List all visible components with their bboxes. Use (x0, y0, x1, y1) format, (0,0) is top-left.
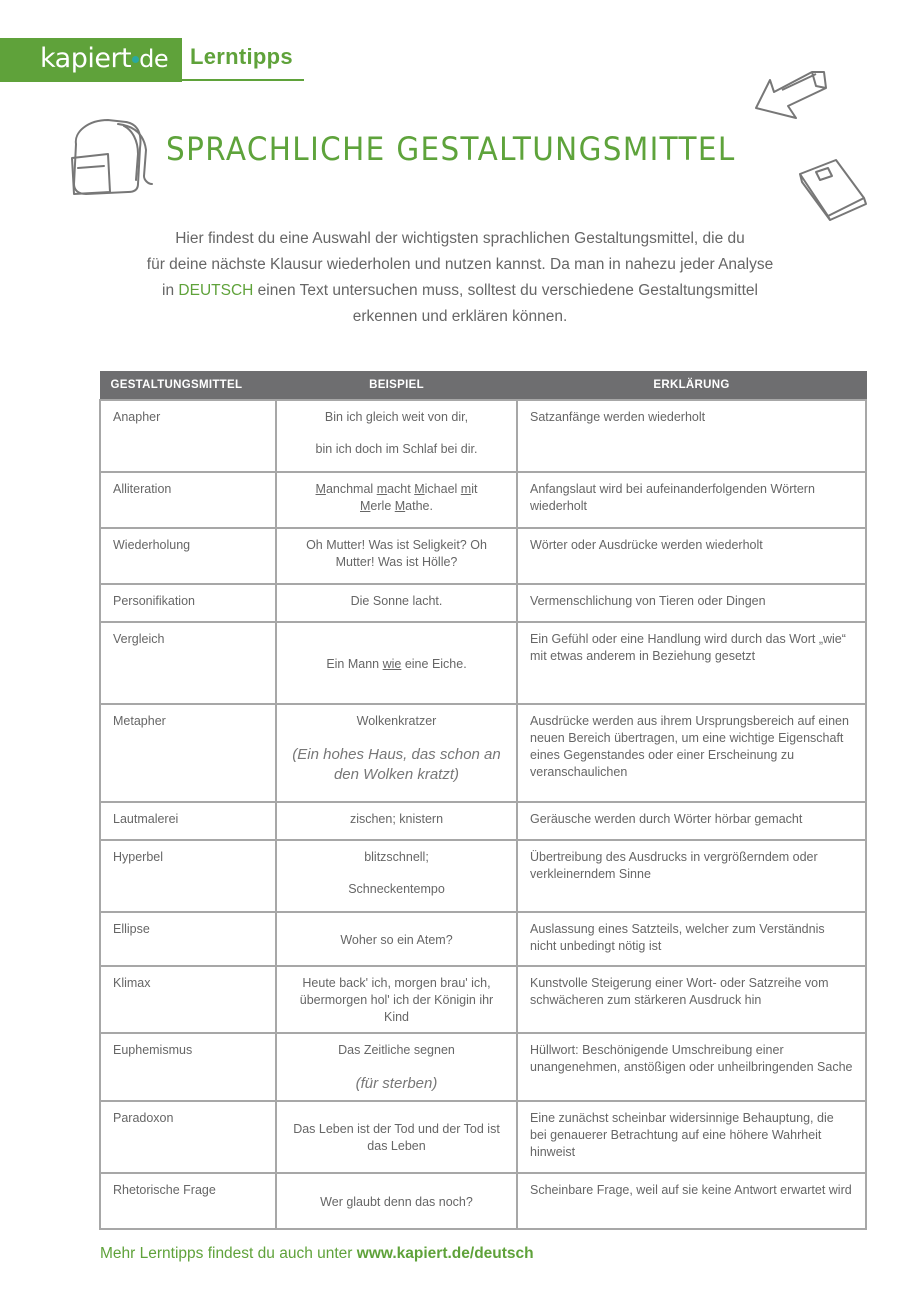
example-cell (276, 622, 517, 704)
explanation-cell: Kunstvolle Steigerung einer Wort- oder Satzreihe vom schwächeren zum stärkeren Ausdruck hin (517, 966, 866, 1033)
spacer (289, 730, 504, 745)
header-gestaltungsmittel: GESTALTUNGSMITTEL (100, 371, 276, 400)
example-cell (276, 1033, 517, 1101)
example-cell: Das Leben ist der Tod und der Tod ist das Leben (276, 1101, 517, 1173)
example-italic: (für sterben) (355, 1075, 438, 1092)
explanation-cell: Wörter oder Ausdrücke werden wiederholt (517, 528, 866, 584)
example-text: Das Zeitliche segnen (338, 1043, 455, 1057)
kapiert-logo (40, 40, 168, 78)
table-row (100, 912, 866, 966)
header-beispiel: BEISPIEL (276, 371, 517, 400)
explanation-cell: Ein Gefühl oder eine Handlung wird durch das Wort „wie“ mit etwas anderem in Beziehung gesetzt (517, 622, 866, 704)
lerntipps-label: Lerntipps (190, 44, 293, 69)
footer-note (100, 1245, 534, 1263)
term-cell: Anapher (100, 400, 276, 472)
logo-suffix-text: de (139, 45, 169, 73)
term-cell: Hyperbel (100, 840, 276, 912)
example-text: Schneckentempo (348, 882, 445, 896)
table-row (100, 966, 866, 1033)
term-cell: Rhetorische Frage (100, 1173, 276, 1229)
explanation-cell: Geräusche werden durch Wörter hörbar gemacht (517, 802, 866, 840)
header-erklaerung: ERKLÄRUNG (517, 371, 866, 400)
explanation-cell: Anfangslaut wird bei aufeinanderfolgenden Wörtern wiederholt (517, 472, 866, 528)
page-title: SPRACHLICHE GESTALTUNGSMITTEL (166, 130, 736, 168)
example-text: Ein Mann (326, 656, 383, 671)
table-row (100, 622, 866, 704)
example-cell: Oh Mutter! Was ist Seligkeit? Oh Mutter! Was ist Hölle? (276, 528, 517, 584)
footer-link[interactable]: www.kapiert.de/deutsch (356, 1245, 534, 1262)
example-underlined: wie (382, 656, 402, 671)
explanation-cell: Hüllwort: Beschönigende Umschreibung einer unangenehmen, anstößigen oder unheilbringenden Sache (517, 1033, 866, 1101)
term-cell: Paradoxon (100, 1101, 276, 1173)
explanation-cell: Auslassung eines Satzteils, welcher zum Verständnis nicht unbedingt nötig ist (517, 912, 866, 966)
spacer (289, 1059, 504, 1074)
intro-text: in (162, 282, 179, 299)
table-header-row (100, 371, 866, 400)
arrow-icon (752, 66, 832, 124)
term-cell: Personifikation (100, 584, 276, 622)
example-text: bin ich doch im Schlaf bei dir. (315, 442, 478, 456)
explanation-cell: Ausdrücke werden aus ihrem Ursprungsbereich auf einen neuen Bereich übertragen, um eine wichtige Eigenschaft eines Gegenstandes oder einer Erscheinung zu veranschaulichen (517, 704, 866, 802)
table-row (100, 840, 866, 912)
explanation-cell: Übertreibung des Ausdrucks in vergrößerndem oder verkleinerndem Sinne (517, 840, 866, 912)
example-cell: Die Sonne lacht. (276, 584, 517, 622)
example-cell (276, 704, 517, 802)
gestaltungsmittel-table (99, 371, 867, 1230)
explanation-cell: Scheinbare Frage, weil auf sie keine Antwort erwartet wird (517, 1173, 866, 1229)
table-row (100, 472, 866, 528)
term-cell: Alliteration (100, 472, 276, 528)
intro-text: einen Text untersuchen muss, solltest du verschiedene Gestaltungsmittel (253, 282, 758, 299)
example-cell: zischen; knistern (276, 802, 517, 840)
table-row (100, 1101, 866, 1173)
backpack-icon (68, 114, 156, 198)
example-cell (276, 400, 517, 472)
example-text: Bin ich gleich weit von dir, (324, 410, 469, 424)
table-row (100, 528, 866, 584)
explanation-cell: Vermenschlichung von Tieren oder Dingen (517, 584, 866, 622)
intro-line (90, 278, 830, 304)
example-text: Merle Mathe. (360, 499, 433, 513)
table-row (100, 802, 866, 840)
term-cell: Metapher (100, 704, 276, 802)
intro-line: Hier findest du eine Auswahl der wichtigsten sprachlichen Gestaltungsmittel, die du (175, 230, 745, 247)
example-text: Wolkenkratzer (356, 714, 437, 728)
intro-paragraph (90, 226, 830, 330)
table-row (100, 704, 866, 802)
example-cell (276, 840, 517, 912)
example-text: blitzschnell; (364, 850, 429, 864)
example-cell: Wer glaubt denn das noch? (276, 1173, 517, 1229)
example-text: eine Eiche. (401, 656, 467, 671)
footer-text: Mehr Lerntipps findest du auch unter (100, 1245, 357, 1262)
intro-line: für deine nächste Klausur wiederholen und nutzen kannst. Da man in nahezu jeder Analyse (146, 256, 774, 273)
explanation-cell: Eine zunächst scheinbar widersinnige Behauptung, die bei genauerer Betrachtung auf eine höhere Wahrheit hinweist (517, 1101, 866, 1173)
book-icon (796, 156, 870, 222)
example-cell: Woher so ein Atem? (276, 912, 517, 966)
spacer (289, 426, 504, 441)
example-text: Manchmal macht Michael mit (315, 482, 478, 496)
brand-underline (182, 79, 304, 81)
table-row (100, 1173, 866, 1229)
table-row (100, 400, 866, 472)
term-cell: Wiederholung (100, 528, 276, 584)
term-cell: Ellipse (100, 912, 276, 966)
intro-line: erkennen und erklären können. (352, 308, 568, 325)
example-cell: Heute back' ich, morgen brau' ich, übermorgen hol' ich der Königin ihr Kind (276, 966, 517, 1033)
term-cell: Euphemismus (100, 1033, 276, 1101)
deutsch-highlight: DEUTSCH (178, 282, 254, 299)
example-cell (276, 472, 517, 528)
spacer (289, 866, 504, 881)
term-cell: Lautmalerei (100, 802, 276, 840)
explanation-cell: Satzanfänge werden wiederholt (517, 400, 866, 472)
example-italic: (Ein hohes Haus, das schon an den Wolken kratzt) (292, 746, 501, 783)
logo-main-text: kapiert (40, 43, 132, 74)
table-row (100, 1033, 866, 1101)
table-row (100, 584, 866, 622)
term-cell: Vergleich (100, 622, 276, 704)
term-cell: Klimax (100, 966, 276, 1033)
